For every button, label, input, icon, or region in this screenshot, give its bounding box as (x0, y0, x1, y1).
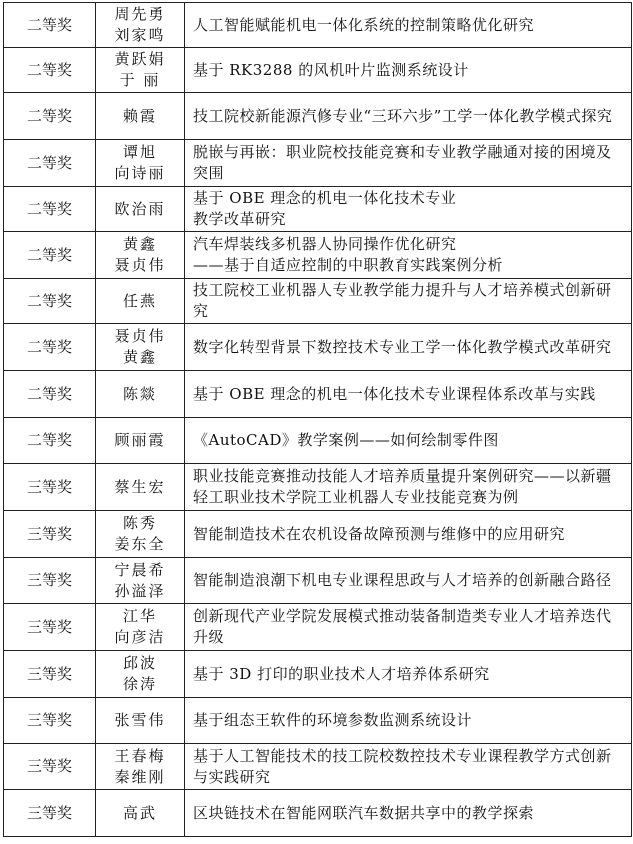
author-name: 徐涛 (122, 675, 157, 693)
authors-cell (96, 511, 185, 558)
author-name: 孙溢泽 (114, 581, 166, 600)
table-row (4, 511, 632, 558)
awards-table (3, 2, 632, 837)
award-level-cell: 三等奖 (4, 558, 96, 604)
table-row (4, 324, 632, 371)
author-name: 陈燚 (122, 384, 157, 403)
award-level-cell: 三等奖 (4, 698, 96, 744)
award-level-cell: 二等奖 (4, 324, 96, 371)
paper-title-cell: 基于 OBE 理念的机电一体化技术专业 教学改革研究 (185, 187, 632, 232)
award-level-cell: 二等奖 (4, 418, 96, 464)
paper-title-cell: 汽车焊装线多机器人协同操作优化研究 ——基于自适应控制的中职教育实践案例分析 (185, 232, 632, 279)
award-level-cell: 二等奖 (4, 140, 96, 187)
authors-cell (96, 140, 185, 187)
table-row (4, 48, 632, 93)
paper-title-cell: 数字化转型背景下数控技术专业工学一体化教学模式改革研究 (185, 324, 632, 371)
authors-cell (96, 558, 185, 604)
authors-cell (96, 604, 185, 651)
paper-title-cell: 区块链技术在智能网联汽车数据共享中的教学探索 (185, 790, 632, 837)
table-row (4, 558, 632, 604)
table-row (4, 744, 632, 790)
author-name: 刘家鸣 (114, 26, 166, 44)
author-name: 任燕 (122, 291, 157, 310)
author-name: 高武 (122, 803, 157, 822)
table-row (4, 698, 632, 744)
authors-cell (96, 324, 185, 371)
author-name: 向诗丽 (114, 164, 166, 182)
author-name: 姜东全 (114, 535, 166, 553)
authors-cell (96, 279, 185, 324)
authors-cell (96, 187, 185, 232)
award-level-cell: 三等奖 (4, 604, 96, 651)
award-level-cell: 二等奖 (4, 48, 96, 93)
award-level-cell: 三等奖 (4, 464, 96, 511)
author-name: 顾丽霞 (114, 431, 166, 449)
authors-cell (96, 371, 185, 418)
award-level-cell: 三等奖 (4, 651, 96, 698)
author-name: 聂贞伟 (114, 256, 166, 274)
award-level-cell: 三等奖 (4, 790, 96, 837)
author-name: 黄跃娟 (114, 50, 166, 68)
paper-title-cell: 创新现代产业学院发展模式推动装备制造类专业人才培养迭代升级 (185, 604, 632, 651)
paper-title-cell: 职业技能竞赛推动技能人才培养质量提升案例研究——以新疆轻工职业技术学院工业机器人专业技能竞赛为例 (185, 464, 632, 511)
authors-cell (96, 418, 185, 464)
authors-cell (96, 464, 185, 511)
author-name: 向彦洁 (114, 628, 166, 646)
table-row (4, 93, 632, 140)
table-row (4, 651, 632, 698)
award-level-cell: 三等奖 (4, 511, 96, 558)
author-name: 黄鑫 (122, 348, 157, 366)
author-name: 谭旭 (122, 143, 157, 161)
authors-cell (96, 790, 185, 837)
paper-title-cell: 人工智能赋能机电一体化系统的控制策略优化研究 (185, 3, 632, 48)
author-name: 陈秀 (122, 514, 157, 532)
paper-title-cell: 《AutoCAD》教学案例——如何绘制零件图 (185, 418, 632, 464)
authors-cell (96, 744, 185, 790)
paper-title-cell: 基于 3D 打印的职业技术人才培养体系研究 (185, 651, 632, 698)
paper-title-cell: 基于 RK3288 的风机叶片监测系统设计 (185, 48, 632, 93)
author-name: 王春梅 (114, 746, 166, 765)
author-name: 张雪伟 (114, 711, 166, 729)
paper-title-cell: 技工院校工业机器人专业教学能力提升与人才培养模式创新研究 (185, 279, 632, 324)
table-row (4, 187, 632, 232)
authors-cell (96, 3, 185, 48)
table-row (4, 464, 632, 511)
table-row (4, 604, 632, 651)
author-name: 于 丽 (119, 71, 161, 89)
paper-title-cell: 脱嵌与再嵌：职业院校技能竞赛和专业教学融通对接的困境及突围 (185, 140, 632, 187)
author-name: 赖霞 (122, 106, 157, 125)
author-name: 宁晨希 (114, 560, 166, 579)
authors-cell (96, 698, 185, 744)
author-name: 邱波 (122, 654, 157, 672)
table-row (4, 3, 632, 48)
award-level-cell: 二等奖 (4, 279, 96, 324)
paper-title-cell: 智能制造浪潮下机电专业课程思政与人才培养的创新融合路径 (185, 558, 632, 604)
awards-table-body (4, 3, 632, 837)
award-level-cell: 三等奖 (4, 744, 96, 790)
table-row (4, 232, 632, 279)
award-level-cell: 二等奖 (4, 371, 96, 418)
author-name: 欧治雨 (114, 199, 166, 218)
table-row (4, 371, 632, 418)
award-level-cell: 二等奖 (4, 3, 96, 48)
award-level-cell: 二等奖 (4, 187, 96, 232)
authors-cell (96, 651, 185, 698)
authors-cell (96, 93, 185, 140)
author-name: 秦维刚 (114, 767, 166, 786)
paper-title-cell: 基于 OBE 理念的机电一体化技术专业课程体系改革与实践 (185, 371, 632, 418)
author-name: 江华 (122, 607, 157, 625)
table-row (4, 140, 632, 187)
award-level-cell: 二等奖 (4, 93, 96, 140)
paper-title-cell: 智能制造技术在农机设备故障预测与维修中的应用研究 (185, 511, 632, 558)
table-row (4, 790, 632, 837)
paper-title-cell: 基于组态王软件的环境参数监测系统设计 (185, 698, 632, 744)
authors-cell (96, 232, 185, 279)
author-name: 蔡生宏 (114, 477, 166, 496)
table-row (4, 279, 632, 324)
table-row (4, 418, 632, 464)
author-name: 周先勇 (114, 5, 166, 23)
authors-cell (96, 48, 185, 93)
paper-title-cell: 技工院校新能源汽修专业“三环六步”工学一体化教学模式探究 (185, 93, 632, 140)
paper-title-cell: 基于人工智能技术的技工院校数控技术专业课程教学方式创新与实践研究 (185, 744, 632, 790)
author-name: 黄鑫 (122, 235, 157, 253)
award-level-cell: 二等奖 (4, 232, 96, 279)
author-name: 聂贞伟 (114, 327, 166, 345)
